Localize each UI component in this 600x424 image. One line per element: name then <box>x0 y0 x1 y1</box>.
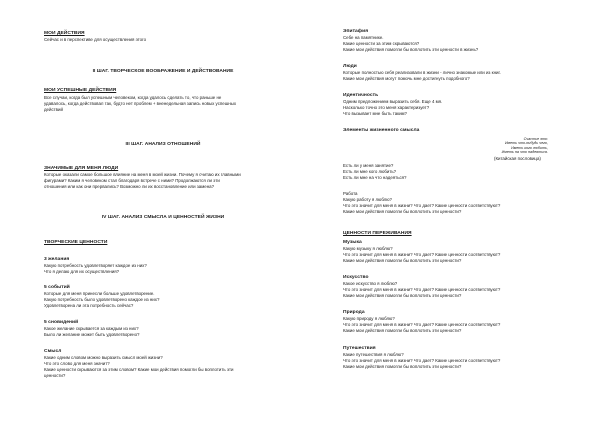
block-line: Удовлетворена ли эта потребность сейчас? <box>44 303 134 308</box>
block-line: ценности? <box>44 373 66 378</box>
quote-line: Иметь на что надеяться. <box>501 150 548 155</box>
block-line: Которые для меня принесли больше удовлетворение. <box>44 291 155 296</box>
block-line: Что это значит для меня в жизни? Что дает? Какие ценности соответствуют? <box>343 358 501 363</box>
quote-line: Иметь кого любить, <box>511 145 548 150</box>
significant-people-line: Которые оказали самое большое влияние на меня в моей жизни. Почему я считаю их главными <box>44 172 241 177</box>
block-line: Какие мои действия помогли бы воплотить эти ценности? <box>343 364 462 369</box>
block-title: Люди <box>343 64 357 69</box>
block-title: 5 сновидений <box>44 320 79 325</box>
question-line: Есть ли мне кого любить? <box>343 169 397 174</box>
quote-block <box>343 137 548 155</box>
quote-source: (Китайская пословица) <box>494 156 541 161</box>
block-title: Музыка <box>343 240 362 245</box>
block-line: Что это слово для меня значит? <box>44 361 110 366</box>
significant-people-line: отношения или как они прервались? Возможно ли их восстановление или замена? <box>44 184 215 189</box>
life-meaning-elements-title: Элементы жизненного смысла <box>343 128 420 133</box>
quote-line: Счастье это: <box>523 137 548 141</box>
block-line: Какие ценности скрываются за этим словом? Какие мои действия помогли бы воплотить эти <box>44 367 234 372</box>
block-line: Насколько точно это меня характеризует? <box>343 105 430 110</box>
quote-line: Иметь что-нибудь чего, <box>504 141 548 146</box>
block-line: Какие мои действия помогли бы воплотить эти ценности? <box>343 328 462 333</box>
successful-actions-title: МОИ УСПЕШНЫЕ ДЕЙСТВИЯ <box>44 88 117 93</box>
my-actions-text: Сейчас и в перспективе для осуществления этого <box>44 37 147 42</box>
block-line: Что это значит для меня в жизни? Что дает? Какие ценности соответствуют? <box>343 322 501 327</box>
successful-actions-line: действий <box>44 107 63 112</box>
block-line: Какую музыку я люблю? <box>343 246 393 251</box>
block-line: Какие путешествия я люблю? <box>343 352 404 357</box>
question-line: Есть ли мне на что надеяться? <box>343 175 407 180</box>
block-line: Было ли желание может быть удовлетворено? <box>44 332 140 337</box>
block-line: Какие мои действия могут помочь мне достигнуть подобного? <box>343 76 470 81</box>
block-line: Какие мои действия помогли бы воплотить эти ценности в жизнь? <box>343 47 479 52</box>
block-line: Какое искусство я люблю? <box>343 281 398 286</box>
block-line: Которые полностью себя реализовали в жизни - лично знакомые или из книг. <box>343 70 501 75</box>
creative-values-title: ТВОРЧЕСКИЕ ЦЕННОСТИ <box>44 240 108 245</box>
block-line: Какое желание скрывается за каждым из них? <box>44 326 139 331</box>
block-title: Работа <box>343 191 358 196</box>
stage-3-heading: III ШАГ. АНАЛИЗ ОТНОШЕНИЙ <box>125 142 201 147</box>
significant-people-line: фигурами? Каким я человеком стал благодаря встрече с ними? Продолжаются ли эти <box>44 178 220 183</box>
block-line: Что это значит для меня в жизни? Что дает? Какие ценности соответствуют? <box>343 252 501 257</box>
my-actions-title: МОИ ДЕЙСТВИЯ <box>44 31 85 36</box>
stage-4-heading: IV ШАГ. АНАЛИЗ СМЫСЛА И ЦЕННОСТЕЙ ЖИЗНИ <box>101 215 225 220</box>
question-line: Есть ли у меня занятие? <box>343 163 394 168</box>
block-line: Себе на памятнике. <box>343 35 384 40</box>
block-title: Идентичность <box>343 93 379 98</box>
block-line: Какую потребность было удовлетворено каждое из них? <box>44 297 160 302</box>
block-title: Эпитафия <box>343 29 369 34</box>
block-line: Какие мои действия помогли бы воплотить эти ценности? <box>343 293 462 298</box>
block-line: Какую потребность удовлетворяет каждое из них? <box>44 263 147 268</box>
block-line: Одним предложением выразить себя. Еще 4 мя. <box>343 99 443 104</box>
block-title: Путешествия <box>343 346 376 351</box>
block-title: Смысл <box>44 349 62 354</box>
block-line: Какие одним словом можно выразить смысл моей жизни? <box>44 355 163 360</box>
block-title: Искусство <box>343 275 369 280</box>
block-line: Какие мои действия помогли бы воплотить эти ценности? <box>343 258 462 263</box>
successful-actions-line: Все случаи, когда был успешным человеком, когда удалось сделать то, что раньше не <box>44 95 222 100</box>
significant-people-title: ЗНАЧИМЫЕ ДЛЯ МЕНЯ ЛЮДИ <box>44 166 119 171</box>
block-line: Какие ценности за этим скрываются? <box>343 41 420 46</box>
block-line: Что вызывает мне быть таким? <box>343 111 407 116</box>
block-line: Что это значит для меня в жизни? Что дает? Какие ценности соответствуют? <box>343 203 501 208</box>
block-line: Что я делаю для их осуществления? <box>44 269 120 274</box>
block-line: Какую работу я люблю? <box>343 197 392 202</box>
block-title: Природа <box>343 310 365 315</box>
block-line: Какую природу я люблю? <box>343 316 395 321</box>
block-line: Какие мои действия помогли бы воплотить эти ценности? <box>343 209 462 214</box>
experience-values-title: ЦЕННОСТИ ПЕРЕЖИВАНИЯ <box>343 231 412 236</box>
stage-2-heading: II ШАГ. ТВОРЧЕСКОЕ ВООБРАЖЕНИЕ И ДЕЙСТВОВАНИЕ <box>92 69 234 74</box>
successful-actions-line: удавалось, когда действовал так, будто нет проблем + вненедельная запись новых успешных <box>44 101 237 106</box>
block-title: 5 событий <box>44 285 70 290</box>
block-title: 3 желания <box>44 257 70 262</box>
block-line: Что это значит для меня в жизни? Что дает? Какие ценности соответствуют? <box>343 287 501 292</box>
